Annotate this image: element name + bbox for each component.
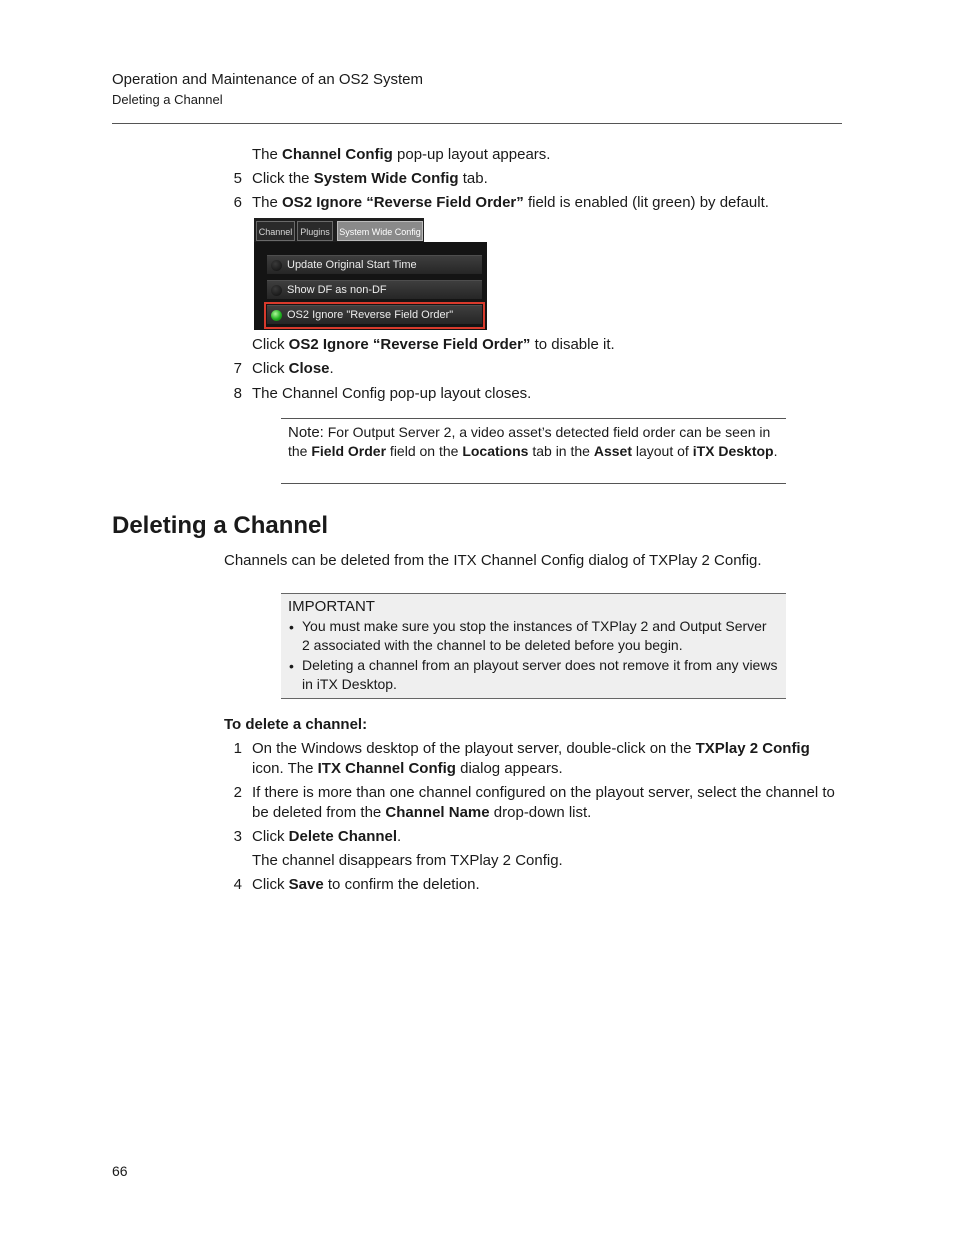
step-text: The OS2 Ignore “Reverse Field Order” field is enabled (lit green) by default. xyxy=(252,194,769,211)
step-text: Click Save to confirm the deletion. xyxy=(252,876,480,893)
section-heading: Deleting a Channel xyxy=(112,512,329,539)
step-text: Click Delete Channel. xyxy=(252,828,402,845)
tab-channel[interactable]: Channel xyxy=(256,221,295,241)
tab-plugins[interactable]: Plugins xyxy=(297,221,333,241)
important-title: IMPORTANT xyxy=(288,598,375,615)
step-text: If there is more than one channel configured on the playout server, select the channel to be deleted from the Channel Name drop-down list. xyxy=(252,784,835,821)
step-number: 1 xyxy=(233,740,242,757)
step-number: 6 xyxy=(233,194,242,211)
status-led-icon xyxy=(271,260,282,271)
step-number: 4 xyxy=(233,876,242,893)
bullet-icon: • xyxy=(289,658,294,674)
page-number: 66 xyxy=(112,1163,128,1179)
tab-bar xyxy=(254,218,424,242)
step-number: 3 xyxy=(233,828,242,845)
header-divider xyxy=(112,123,842,124)
intro-paragraph: The Channel Config pop-up layout appears. xyxy=(252,146,551,163)
note-label: Note: xyxy=(288,424,324,441)
step-text: On the Windows desktop of the playout server, double-click on the TXPlay 2 Config icon. The ITX Channel Config dialog appears. xyxy=(252,740,810,777)
toggle-update-original-start-time[interactable] xyxy=(267,255,482,274)
instruction-paragraph: Click OS2 Ignore “Reverse Field Order” to disable it. xyxy=(252,336,615,353)
toggle-label: Update Original Start Time xyxy=(287,259,417,271)
step-text: Click the System Wide Config tab. xyxy=(252,170,488,187)
step-number: 8 xyxy=(233,385,242,402)
tab-system-wide-config[interactable]: System Wide Config xyxy=(337,221,423,241)
bullet-icon: • xyxy=(289,619,294,635)
important-item: You must make sure you stop the instances of TXPlay 2 and Output Server 2 associated with the channel to be deleted before you begin. xyxy=(302,618,767,653)
procedure-step-1 xyxy=(228,739,842,781)
toggle-label: Show DF as non-DF xyxy=(287,284,387,296)
highlight-frame xyxy=(264,302,485,329)
important-box xyxy=(281,593,786,699)
toggle-show-df-as-non-df[interactable] xyxy=(267,280,482,299)
step-text: The Channel Config pop-up layout closes. xyxy=(252,385,532,402)
system-wide-config-screenshot xyxy=(254,218,487,330)
step-number: 2 xyxy=(233,784,242,801)
running-header-title: Operation and Maintenance of an OS2 System xyxy=(112,71,424,88)
note-box xyxy=(281,418,786,484)
section-intro: Channels can be deleted from the ITX Channel Config dialog of TXPlay 2 Config. xyxy=(224,552,762,569)
step-number: 5 xyxy=(233,170,242,187)
running-header-subtitle: Deleting a Channel xyxy=(112,92,223,107)
step-3-result: The channel disappears from TXPlay 2 Config. xyxy=(252,852,563,869)
step-number: 7 xyxy=(233,360,242,377)
important-item: Deleting a channel from an playout server does not remove it from any views in iTX Desktop. xyxy=(302,657,778,692)
note-text: Note: For Output Server 2, a video asset’s detected field order can be seen in the Field Order field on the Locations tab in the Asset layout of iTX Desktop. xyxy=(288,424,778,459)
status-led-icon xyxy=(271,285,282,296)
toggle-label: OS2 Ignore "Reverse Field Order" xyxy=(287,309,454,321)
step-text: Click Close. xyxy=(252,360,334,377)
procedure-title: To delete a channel: xyxy=(224,716,368,733)
procedure-step-2 xyxy=(228,783,842,825)
